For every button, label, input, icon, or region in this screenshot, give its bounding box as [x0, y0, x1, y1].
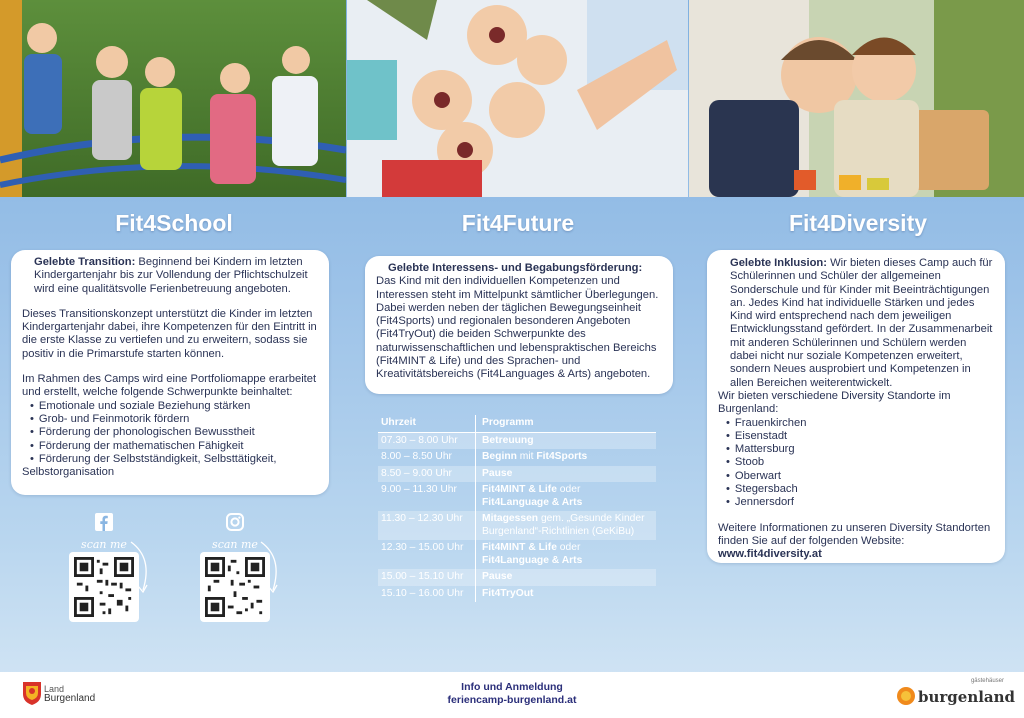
fit4future-card — [365, 256, 673, 394]
school-lead — [22, 256, 319, 296]
schedule-header-program: Programm — [482, 417, 534, 428]
sun-logo-icon — [896, 686, 916, 706]
schedule-header — [378, 415, 656, 433]
school-lead-bold: Gelebte Transition: — [34, 256, 136, 268]
list-item: • Förderung der Selbstständigkeit, Selbsttätigkeit, Selbstorganisation — [22, 453, 319, 480]
schedule-program: Fit4MINT & Life oder Fit4Language & Arts — [482, 484, 583, 508]
table-row — [378, 586, 656, 603]
schedule-program: Beginn mit Fit4Sports — [482, 451, 588, 462]
list-item: • Eisenstadt — [718, 430, 995, 443]
instagram-scan-me-label: scan me — [212, 538, 258, 551]
fit4school-card — [11, 250, 329, 495]
school-paragraph-2: Dieses Transitionskonzept unterstützt die Kinder im letzten Kindergartenjahr dabei, ihre Kompetenzen für den Eintritt in die erste Klasse zu vertiefen und zu erweitern, sodass sie positiv in die Primarstufe starten können. — [22, 307, 317, 360]
school-bullet-list — [22, 400, 319, 480]
school-paragraph-3: Im Rahmen des Camps wird eine Portfoliomappe erarbeitet und erstellt, welche folgende Schwerpunkte beinhaltet: — [22, 373, 317, 399]
photo-children-circle — [347, 0, 688, 197]
future-lead-bold: Gelebte Interessens- und Begabungsförderung: — [388, 262, 643, 274]
schedule-time: 11.30 – 12.30 Uhr — [378, 511, 476, 540]
list-item: • Jennersdorf — [718, 496, 995, 509]
title-fit4future: Fit4Future — [461, 210, 575, 236]
list-item: • Mattersburg — [718, 443, 995, 456]
schedule-header-time: Uhrzeit — [378, 415, 476, 432]
photo-children-playground — [0, 0, 346, 197]
title-fit4school: Fit4School — [115, 210, 233, 236]
footer-website-link[interactable]: feriencamp-burgenland.at — [447, 694, 577, 706]
list-item: • Oberwart — [718, 470, 995, 483]
footer — [0, 672, 1024, 718]
diversity-more-info: Weitere Informationen zu unseren Diversity Standorten finden Sie auf der folgenden Website: — [718, 521, 991, 547]
facebook-icon — [95, 513, 113, 531]
schedule-program: Fit4TryOut — [482, 587, 534, 599]
table-row — [378, 540, 656, 569]
schedule-program: Fit4MINT & Life oder Fit4Language & Arts — [482, 542, 583, 566]
table-row — [378, 482, 656, 511]
daily-schedule-table — [378, 415, 656, 602]
diversity-lead-text: Wir bieten dieses Camp auch für Schülerinnen und Schüler der allgemeinen Sonderschule und für Kinder mit Beeinträchtigungen an. Jedes Kind hat individuelle Stärken und jedes Kind wird entsprechend nach dem jeweiligen Entwicklungsstand gefördert. In der Zusammenarbeit mit anderen Schülerinnen und Schülern werden dabei nicht nur soziale Kompetenzen erweitert, sondern Neues ausprobiert und Kompetenzen in allen Bereichen weiterentwickelt. — [730, 257, 993, 389]
schedule-time: 15.10 – 16.00 Uhr — [378, 586, 476, 603]
schedule-time: 12.30 – 15.00 Uhr — [378, 540, 476, 569]
list-item: • Förderung der phonologischen Bewusstheit — [22, 426, 319, 439]
schedule-program: Betreuung — [482, 434, 534, 446]
table-row — [378, 466, 656, 483]
table-row — [378, 449, 656, 466]
gaestehaeuser-burgenland-logo — [896, 678, 1016, 712]
footer-info[interactable] — [0, 681, 1024, 707]
diversity-lead-bold: Gelebte Inklusion: — [730, 257, 827, 269]
schedule-program: Mitagessen gem. „Gesunde Kinder Burgenland“-Richtlinien (GeKiBu) — [482, 513, 645, 537]
diversity-lead — [718, 257, 995, 390]
future-text: Das Kind mit den individuellen Kompetenzen und Interessen steht im Mittelpunkt sämtlicher Überlegungen. Dabei werden neben der täglichen Bewegungseinheit (Fit4Sports) und regionalen besonderen Angeboten (Fit4TryOut) die beiden Schwerpunkte des naturwissenschaftlichen und lebenspraktischen Bereichs (Fit4MINT & Life) und des Sprachen- und Kreativitätsbereichs (Fit4Languages & Arts) angeboten. — [376, 275, 659, 381]
facebook-scan-me-label: scan me — [81, 538, 127, 551]
title-fit4diversity: Fit4Diversity — [788, 210, 928, 236]
list-item: • Emotionale und soziale Beziehung stärken — [22, 400, 319, 413]
land-logo-text: Land Burgenland — [44, 684, 96, 704]
school-lead-text: Beginnend bei Kindern im letzten Kindergartenjahr bis zur Vollendung der Pflichtschulzeit wird eine qualitätsvolle Ferienbetreuung angeboten. — [34, 256, 308, 295]
table-row — [378, 433, 656, 450]
photo-boys-hugging — [689, 0, 1024, 197]
schedule-time: 15.00 – 15.10 Uhr — [378, 569, 476, 586]
list-item: • Grob- und Feinmotorik fördern — [22, 413, 319, 426]
instagram-icon — [226, 513, 244, 531]
diversity-website-link[interactable]: www.fit4diversity.at — [718, 548, 822, 561]
table-row — [378, 511, 656, 540]
brand-name: burgenland — [918, 688, 1016, 706]
instagram-qr-code[interactable] — [200, 552, 270, 622]
table-row — [378, 569, 656, 586]
schedule-time: 07.30 – 8.00 Uhr — [378, 433, 476, 450]
schedule-time: 8.00 – 8.50 Uhr — [378, 449, 476, 466]
fit4diversity-card — [707, 250, 1005, 563]
footer-info-title: Info und Anmeldung — [461, 681, 563, 693]
list-item: • Frauenkirchen — [718, 417, 995, 430]
diversity-locations-list — [718, 417, 995, 510]
diversity-locations-intro: Wir bieten verschiedene Diversity Standorte im Burgenland: — [718, 389, 951, 416]
list-item: • Stoob — [718, 456, 995, 469]
list-item: • Förderung der mathematischen Fähigkeit — [22, 440, 319, 453]
list-item: • Stegersbach — [718, 483, 995, 496]
schedule-time: 8.50 – 9.00 Uhr — [378, 466, 476, 483]
schedule-program: Pause — [482, 571, 513, 582]
facebook-qr-code[interactable] — [69, 552, 139, 622]
brand-tagline: gästehäuser — [970, 678, 1004, 684]
schedule-time: 9.00 – 11.30 Uhr — [378, 482, 476, 511]
schedule-program: Pause — [482, 467, 513, 479]
